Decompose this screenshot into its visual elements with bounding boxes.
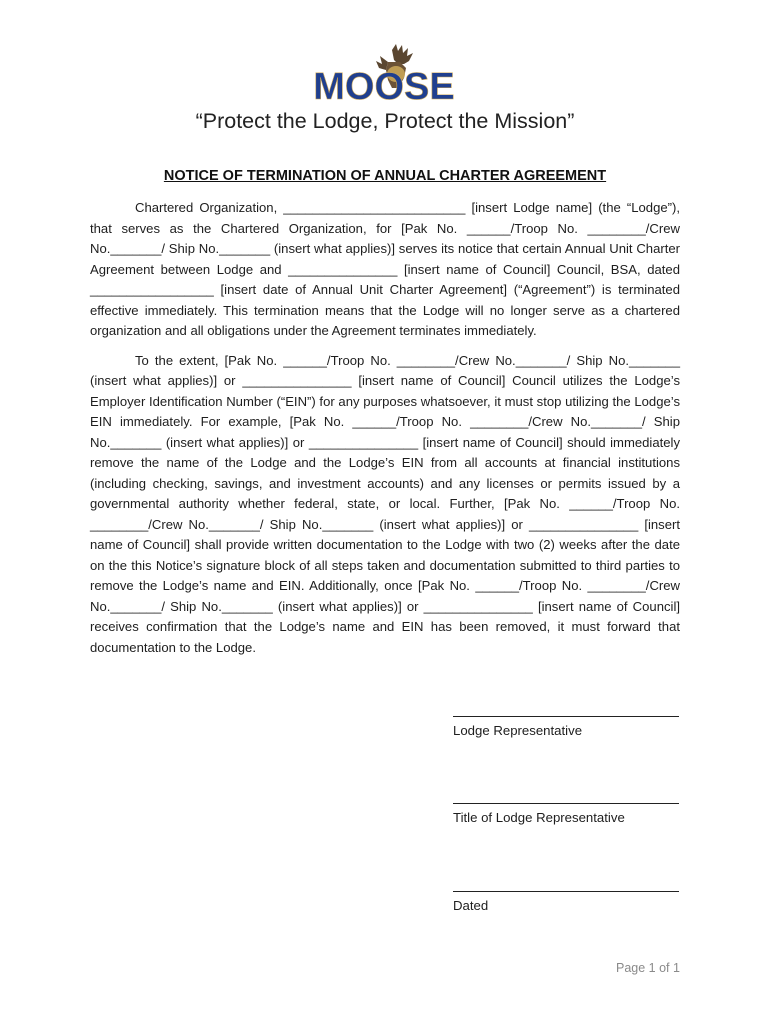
signature-label: Title of Lodge Representative [453, 810, 625, 825]
paragraph-1: Chartered Organization, _________________________ [insert Lodge name] (the “Lodge”), that serves as the Chartered Organization, for [Pak No. ______/Troop No. ________/Crew No._______/ Ship No._______ (insert what applies)] serves its notice that certain Annual Unit Charter Agreement between Lodge and _______________ [insert name of Council] Council, BSA, dated _________________ [insert date of Annual Unit Charter Agreement] (“Agreement”) is terminated effective immediately. This termination means that the Lodge will no longer serve as a chartered organization and all obligations under the Agreement terminates immediately. [90, 200, 680, 338]
page-number: Page 1 of 1 [616, 961, 680, 975]
signature-label: Lodge Representative [453, 723, 583, 738]
document-body [90, 198, 680, 667]
moose-logo [313, 44, 455, 108]
document-title: NOTICE OF TERMINATION OF ANNUAL CHARTER AGREEMENT [163, 168, 607, 184]
tagline: “Protect the Lodge, Protect the Mission” [195, 109, 575, 133]
logo-text: MOOSE [313, 66, 455, 108]
moose-logo-icon [313, 44, 455, 108]
signature-line [453, 716, 679, 717]
signature-block-lodge-representative [453, 716, 679, 738]
paragraph-2: To the extent, [Pak No. ______/Troop No. ________/Crew No._______/ Ship No._______ (insert what applies)] or _______________ [insert name of Council] Council utilizes the Lodge’s Employer Identification Number (“EIN”) for any purposes whatsoever, it must stop utilizing the Lodge’s EIN immediately. For example, [Pak No. ______/Troop No. ________/Crew No._______/ Ship No._______ (insert what applies)] or _______________ [insert name of Council] should immediately remove the name of the Lodge and the Lodge’s EIN from all accounts at financial institutions (including checking, savings, and investment accounts) and any licenses or permits issued by a governmental authority whether federal, state, or local. Further, [Pak No. ______/Troop No. ________/Crew No._______/ Ship No._______ (insert what applies)] or _______________ [insert name of Council] shall provide written documentation to the Lodge with two (2) weeks after the date on the this Notice’s signature block of all steps taken and documentation submitted to third parties to remove the Lodge’s name and EIN. Additionally, once [Pak No. ______/Troop No. ________/Crew No._______/ Ship No._______ (insert what applies)] or _______________ [insert name of Council] receives confirmation that the Lodge’s name and EIN has been removed, it must forward that documentation to the Lodge. [90, 352, 680, 655]
signature-line [453, 803, 679, 804]
signature-block-title [453, 803, 679, 825]
signature-line [453, 891, 679, 892]
signature-label: Dated [453, 898, 489, 913]
signature-block-dated [453, 891, 679, 913]
